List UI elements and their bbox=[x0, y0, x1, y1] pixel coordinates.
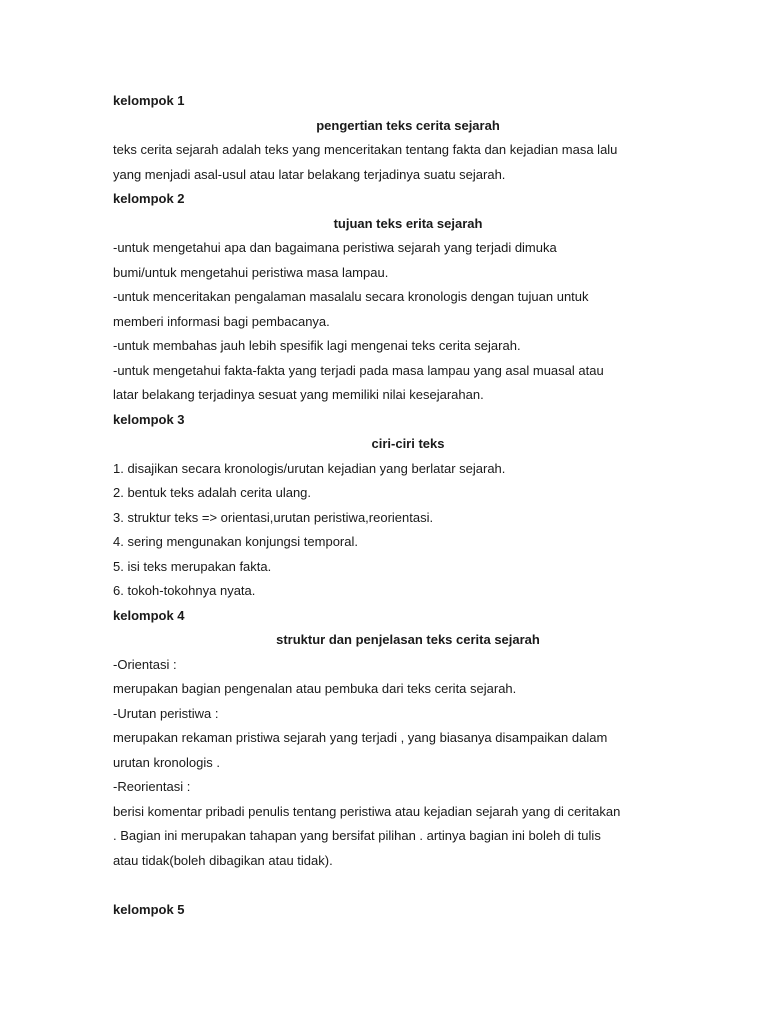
section-subtitle: pengertian teks cerita sejarah bbox=[316, 117, 500, 133]
body-line: -Orientasi : bbox=[113, 656, 177, 672]
document-page bbox=[113, 89, 673, 922]
section-subtitle: ciri-ciri teks bbox=[371, 436, 445, 451]
body-line: bumi/untuk mengetahui peristiwa masa lampau. bbox=[113, 264, 389, 280]
body-line: -untuk menceritakan pengalaman masalalu secara kronologis dengan tujuan untuk bbox=[113, 289, 589, 304]
body-line: latar belakang terjadinya sesuat yang memiliki nilai kesejarahan. bbox=[113, 387, 484, 402]
list-item: 4. sering mengunakan konjungsi temporal. bbox=[113, 534, 358, 549]
list-item: 1. disajikan secara kronologis/urutan kejadian yang berlatar sejarah. bbox=[113, 460, 506, 476]
body-line: -untuk membahas jauh lebih spesifik lagi mengenai teks cerita sejarah. bbox=[113, 338, 521, 353]
section-heading: kelompok 5 bbox=[113, 901, 185, 917]
section-heading: kelompok 1 bbox=[113, 93, 185, 108]
section-heading: kelompok 4 bbox=[113, 607, 185, 623]
section-heading: kelompok 2 bbox=[113, 191, 185, 206]
body-line: -Reorientasi : bbox=[113, 779, 191, 794]
list-item: 3. struktur teks => orientasi,urutan peristiwa,reorientasi. bbox=[113, 509, 434, 525]
body-line: merupakan bagian pengenalan atau pembuka dari teks cerita sejarah. bbox=[113, 681, 517, 696]
body-line: merupakan rekaman pristiwa sejarah yang terjadi , yang biasanya disampaikan dalam bbox=[113, 730, 608, 745]
body-line: teks cerita sejarah adalah teks yang menceritakan tentang fakta dan kejadian masa lalu bbox=[113, 142, 618, 157]
body-line: berisi komentar pribadi penulis tentang peristiwa atau kejadian sejarah yang di ceritakan bbox=[113, 803, 621, 819]
list-item: 5. isi teks merupakan fakta. bbox=[113, 558, 272, 574]
body-line: -Urutan peristiwa : bbox=[113, 705, 219, 721]
body-line: -untuk mengetahui apa dan bagaimana peristiwa sejarah yang terjadi dimuka bbox=[113, 240, 557, 255]
body-line: . Bagian ini merupakan tahapan yang bersifat pilihan . artinya bagian ini boleh di tulis bbox=[113, 828, 601, 843]
section-heading: kelompok 3 bbox=[113, 411, 185, 427]
section-subtitle: tujuan teks erita sejarah bbox=[333, 215, 483, 231]
body-line: atau tidak(boleh dibagikan atau tidak). bbox=[113, 852, 333, 868]
section-subtitle: struktur dan penjelasan teks cerita sejarah bbox=[276, 632, 540, 647]
body-line: urutan kronologis . bbox=[113, 754, 220, 770]
body-line: memberi informasi bagi pembacanya. bbox=[113, 313, 330, 329]
body-line: yang menjadi asal-usul atau latar belakang terjadinya suatu sejarah. bbox=[113, 166, 506, 182]
list-item: 6. tokoh-tokohnya nyata. bbox=[113, 583, 256, 598]
blank-line bbox=[113, 873, 673, 898]
list-item: 2. bentuk teks adalah cerita ulang. bbox=[113, 485, 312, 500]
body-line: -untuk mengetahui fakta-fakta yang terjadi pada masa lampau yang asal muasal atau bbox=[113, 362, 604, 378]
